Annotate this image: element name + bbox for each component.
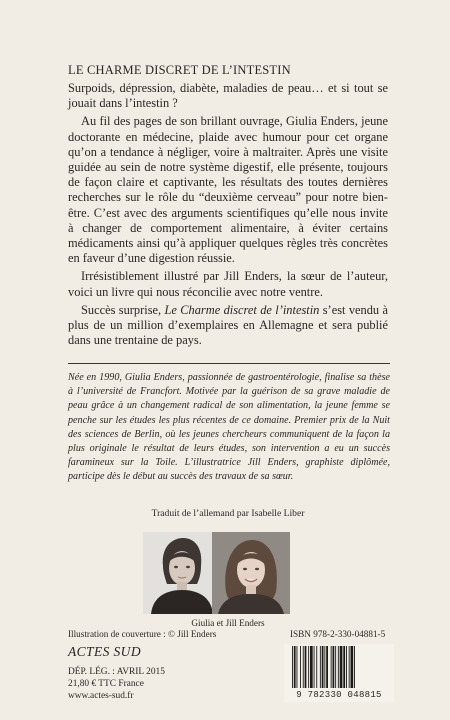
blurb-paragraph-1: Surpoids, dépression, diabète, maladies de peau… et si tout se jouait dans l’intestin ? xyxy=(68,81,388,111)
barcode-bar xyxy=(340,646,343,688)
website-link[interactable]: www.actes-sud.fr xyxy=(68,691,134,701)
blurb-paragraph-4-start: Succès surprise, xyxy=(81,302,165,317)
author-bio: Née en 1990, Giulia Enders, passionnée de gastroentérologie, finalise sa thèse à l’université de Francfort. Motivée par la guérison de sa grave maladie de peau grâce à un changement radical de son alimentation, la jeune femme se penche sur les études les plus récentes de ce domaine. Premier prix de la Nuit des sciences de Berlin, où les jeunes chercheurs communiquent de la façon la plus originale le résultat de leurs études, son intervention a eu un succès faramineux sur la Toile. L’illustratrice Jill Enders, graphiste diplômée, participe dès le début au succès des travaux de sa sœur. xyxy=(68,372,390,483)
barcode-bar xyxy=(343,646,345,688)
blurb-paragraph-4-end: s’est vendu à plus de un million d’exemplaires en Allemagne et sera publié dans une trentaine de pays. xyxy=(68,302,388,348)
publisher-name: ACTES SUD xyxy=(68,644,141,659)
blurb-paragraph-3: Irrésistiblement illustré par Jill Enders, la sœur de l’auteur, voici un livre qui nous réconcilie avec notre ventre. xyxy=(68,269,388,299)
blurb xyxy=(68,81,388,351)
barcode-bars-icon xyxy=(284,644,394,690)
blurb-paragraph-4 xyxy=(68,303,388,349)
barcode-bar xyxy=(314,646,315,688)
barcode-bar xyxy=(346,646,347,688)
barcode-bar xyxy=(292,646,293,688)
legal-deposit: DÉP. LÉG. : AVRIL 2015 xyxy=(68,667,165,677)
barcode-bar xyxy=(305,646,307,688)
author-photo-jill xyxy=(212,532,290,614)
barcode-bar xyxy=(320,646,321,688)
price: 21,80 € TTC France xyxy=(68,679,144,689)
author-photo-giulia xyxy=(143,532,221,614)
legal-info xyxy=(68,666,218,702)
barcode-bar xyxy=(310,646,313,688)
barcode-bar xyxy=(331,646,332,688)
barcode-bar xyxy=(349,646,350,688)
barcode-bar xyxy=(308,646,309,688)
book-title: LE CHARME DISCRET DE L’INTESTIN xyxy=(68,63,291,77)
barcode-bar xyxy=(338,646,339,688)
cover-illustration-credit: Illustration de couverture : © Jill Enders xyxy=(68,629,217,639)
barcode-bar xyxy=(326,646,328,688)
barcode xyxy=(284,644,394,702)
blurb-paragraph-2: Au fil des pages de son brillant ouvrage, Giulia Enders, jeune doctorante en médecine, plaide avec humour pour cet organe qu’on a tendance à négliger, voire à maltraiter. Après une visite guidée au sein de notre système digestif, elle présente, toujours de façon claire et captivante, les résultats des toutes dernières recherches sur le rôle du “deuxième cerveau” pour notre bien-être. C’est avec des arguments scientifiques qu’elle nous invite à changer de comportement alimentaire, à éviter certains médicaments ainsi qu’à appliquer quelques règles très concrètes en faveur d’une digestion réussie. xyxy=(68,114,388,266)
photo-caption: Giulia et Jill Enders xyxy=(191,618,265,628)
blurb-book-title-italic: Le Charme discret de l’intestin xyxy=(164,302,320,317)
barcode-bar xyxy=(316,646,317,688)
barcode-bar xyxy=(335,646,336,688)
barcode-bar xyxy=(303,646,304,688)
barcode-bar xyxy=(297,646,298,688)
barcode-bar xyxy=(300,646,301,688)
barcode-bar xyxy=(294,646,296,688)
barcode-bar xyxy=(351,646,354,688)
barcode-digits: 9 782330 048815 xyxy=(296,690,382,700)
barcode-bar xyxy=(333,646,335,688)
barcode-bar xyxy=(322,646,324,688)
translator-credit: Traduit de l’allemand par Isabelle Liber xyxy=(151,508,305,519)
barcode-bar xyxy=(354,646,355,688)
isbn-number: ISBN 978-2-330-04881-5 xyxy=(290,629,386,639)
barcode-bar xyxy=(324,646,325,688)
section-divider xyxy=(68,363,390,364)
